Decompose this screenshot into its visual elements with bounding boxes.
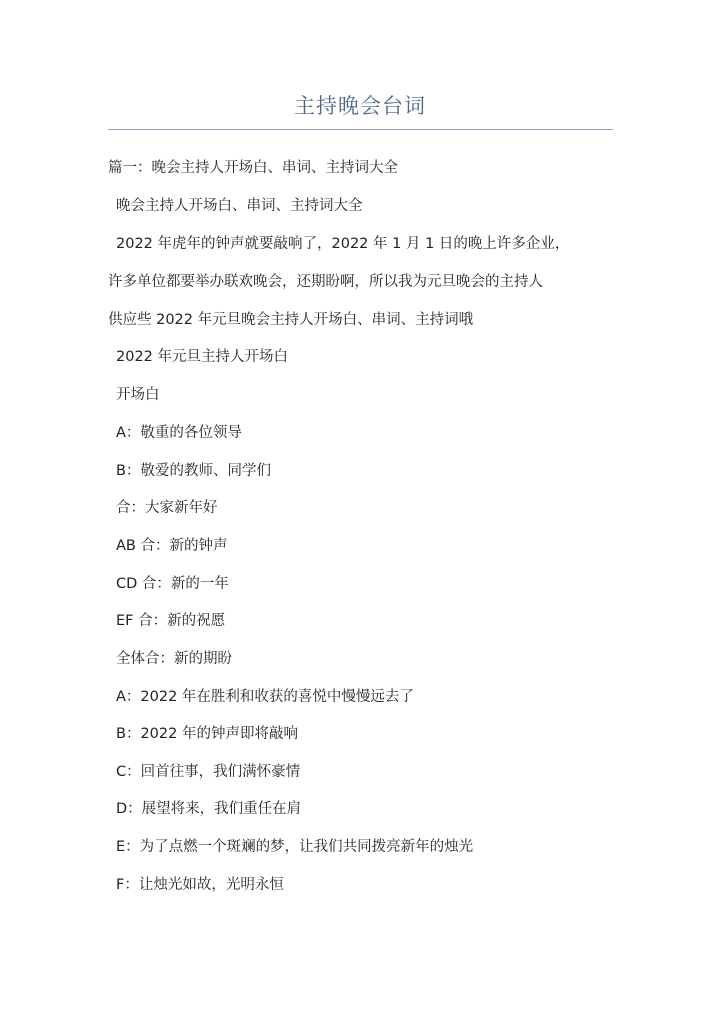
paragraph-line: 晚会主持人开场白、串词、主持词大全 (116, 198, 363, 214)
script-line: CD 合：新的一年 (116, 576, 229, 592)
paragraph-line: 供应些 2022 年元旦晚会主持人开场白、串词、主持词哦 (108, 312, 474, 328)
script-line: 合：大家新年好 (116, 500, 218, 516)
paragraph-line: 2022 年虎年的钟声就要敲响了，2022 年 1 月 1 日的晚上许多企业， (116, 236, 570, 252)
script-line: A：敬重的各位领导 (116, 425, 242, 441)
paragraph-line: 开场白 (116, 387, 160, 403)
page-title: 主持晚会台词 (294, 94, 426, 118)
script-line: EF 合：新的祝愿 (116, 613, 226, 629)
script-line: A：2022 年在胜利和收获的喜悦中慢慢远去了 (116, 689, 414, 705)
script-line: 全体合：新的期盼 (116, 651, 232, 667)
script-line: AB 合：新的钟声 (116, 538, 228, 554)
paragraph-line: 2022 年元旦主持人开场白 (116, 349, 289, 365)
paragraph-line: 许多单位都要举办联欢晚会，还期盼啊，所以我为元旦晚会的主持人 (108, 274, 543, 290)
script-line: E：为了点燃一个斑斓的梦，让我们共同拨亮新年的烛光 (116, 839, 474, 855)
script-line: C：回首往事，我们满怀豪情 (116, 764, 301, 780)
script-line: D：展望将来，我们重任在肩 (116, 801, 302, 817)
title-divider (108, 129, 613, 130)
script-line: B：敬爱的教师、同学们 (116, 463, 271, 479)
script-line: F：让烛光如故，光明永恒 (116, 877, 284, 893)
section-heading: 篇一：晚会主持人开场白、串词、主持词大全 (108, 160, 398, 176)
script-line: B：2022 年的钟声即将敲响 (116, 726, 298, 742)
